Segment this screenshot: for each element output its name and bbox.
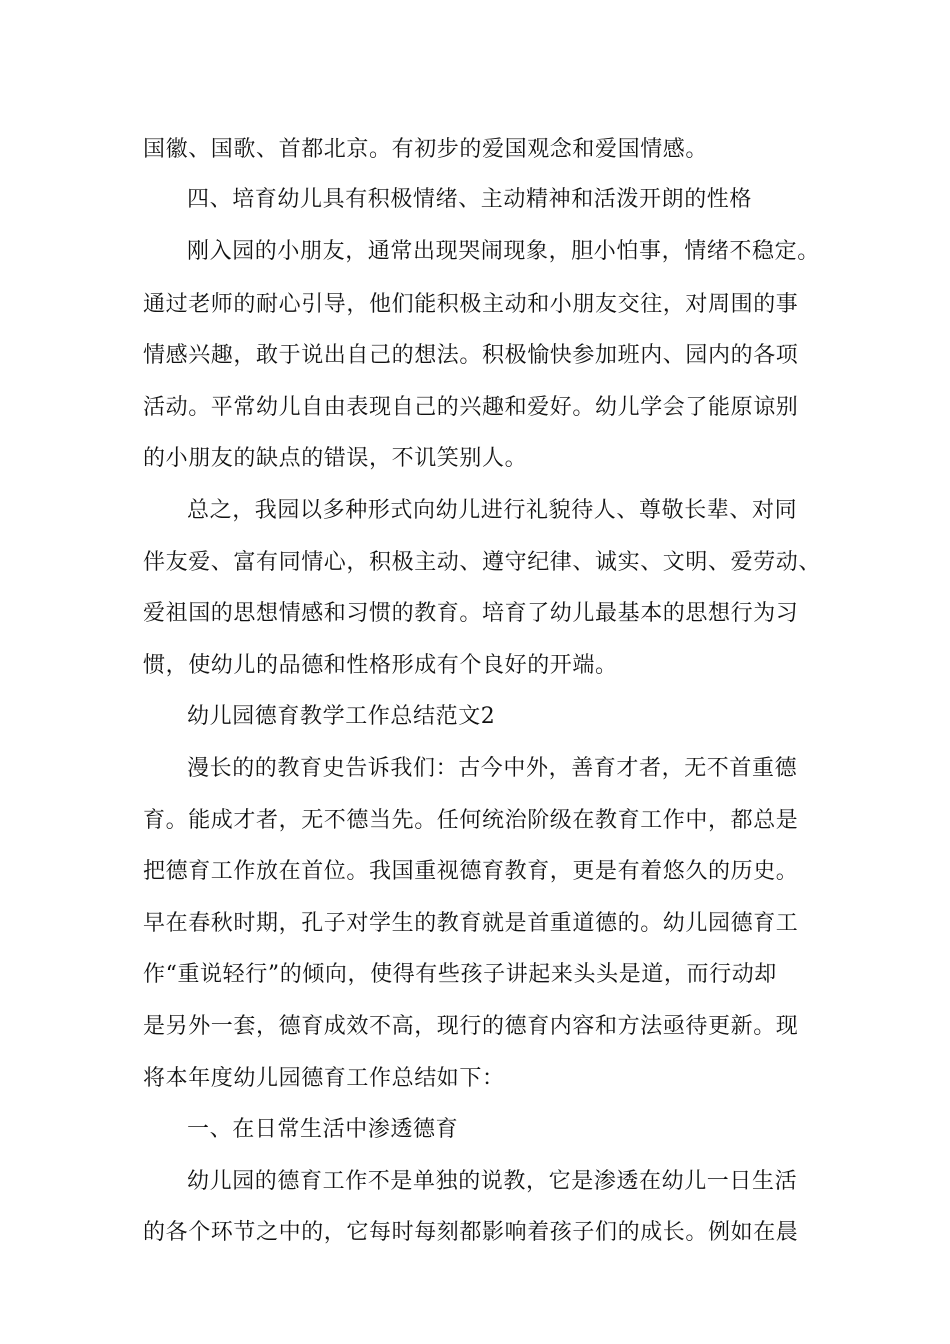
body-text-line: 爱祖国的思想情感和习惯的教育。培育了幼儿最基本的思想行为习 (143, 601, 799, 626)
body-text-line: 惯，使幼儿的品德和性格形成有个良好的开端。 (143, 653, 618, 678)
body-text-line: 幼儿园的德育工作不是单独的说教，它是渗透在幼儿一日生活 (187, 1169, 798, 1194)
body-text-line: 伴友爱、富有同情心，积极主动、遵守纪律、诚实、文明、爱劳动、 (143, 550, 822, 575)
body-text-line: 的各个环节之中的，它每时每刻都影响着孩子们的成长。例如在晨 (143, 1220, 799, 1245)
document-title: 幼儿园德育教学工作总结范文2 (187, 704, 496, 729)
body-text-line: 国徽、国歌、首都北京。有初步的爱国观念和爱国情感。 (143, 137, 709, 162)
body-text-line: 育。能成才者，无不德当先。任何统治阶级在教育工作中，都总是 (143, 808, 799, 833)
body-text-line: 通过老师的耐心引导，他们能积极主动和小朋友交往，对周围的事 (143, 292, 799, 317)
body-text-line: 将本年度幼儿园德育工作总结如下： (143, 1066, 505, 1091)
body-text-line: 把德育工作放在首位。我国重视德育教育，更是有着悠久的历史。 (143, 859, 799, 884)
body-text-line: 早在春秋时期，孔子对学生的教育就是首重道德的。幼儿园德育工 (143, 911, 799, 936)
body-text-line: 情感兴趣，敢于说出自己的想法。积极愉快参加班内、园内的各项 (143, 343, 799, 368)
body-text-line: 总之，我园以多种形式向幼儿进行礼貌待人、尊敬长辈、对同 (187, 498, 798, 523)
body-text-line: 作“重说轻行”的倾向，使得有些孩子讲起来头头是道，而行动却 (143, 962, 777, 987)
body-text-line: 是另外一套，德育成效不高，现行的德育内容和方法亟待更新。现 (143, 1014, 799, 1039)
body-text-line: 刚入园的小朋友，通常出现哭闹现象，胆小怕事，情绪不稳定。 (187, 239, 820, 264)
body-text-line: 漫长的的教育史告诉我们：古今中外，善育才者，无不首重德 (187, 756, 798, 781)
body-text-line: 活动。平常幼儿自由表现自己的兴趣和爱好。幼儿学会了能原谅别 (143, 395, 799, 420)
section-heading: 四、培育幼儿具有积极情绪、主动精神和活泼开朗的性格 (187, 187, 753, 212)
body-text-line: 的小朋友的缺点的错误，不讥笑别人。 (143, 446, 528, 471)
section-heading: 一、在日常生活中渗透德育 (187, 1117, 459, 1142)
